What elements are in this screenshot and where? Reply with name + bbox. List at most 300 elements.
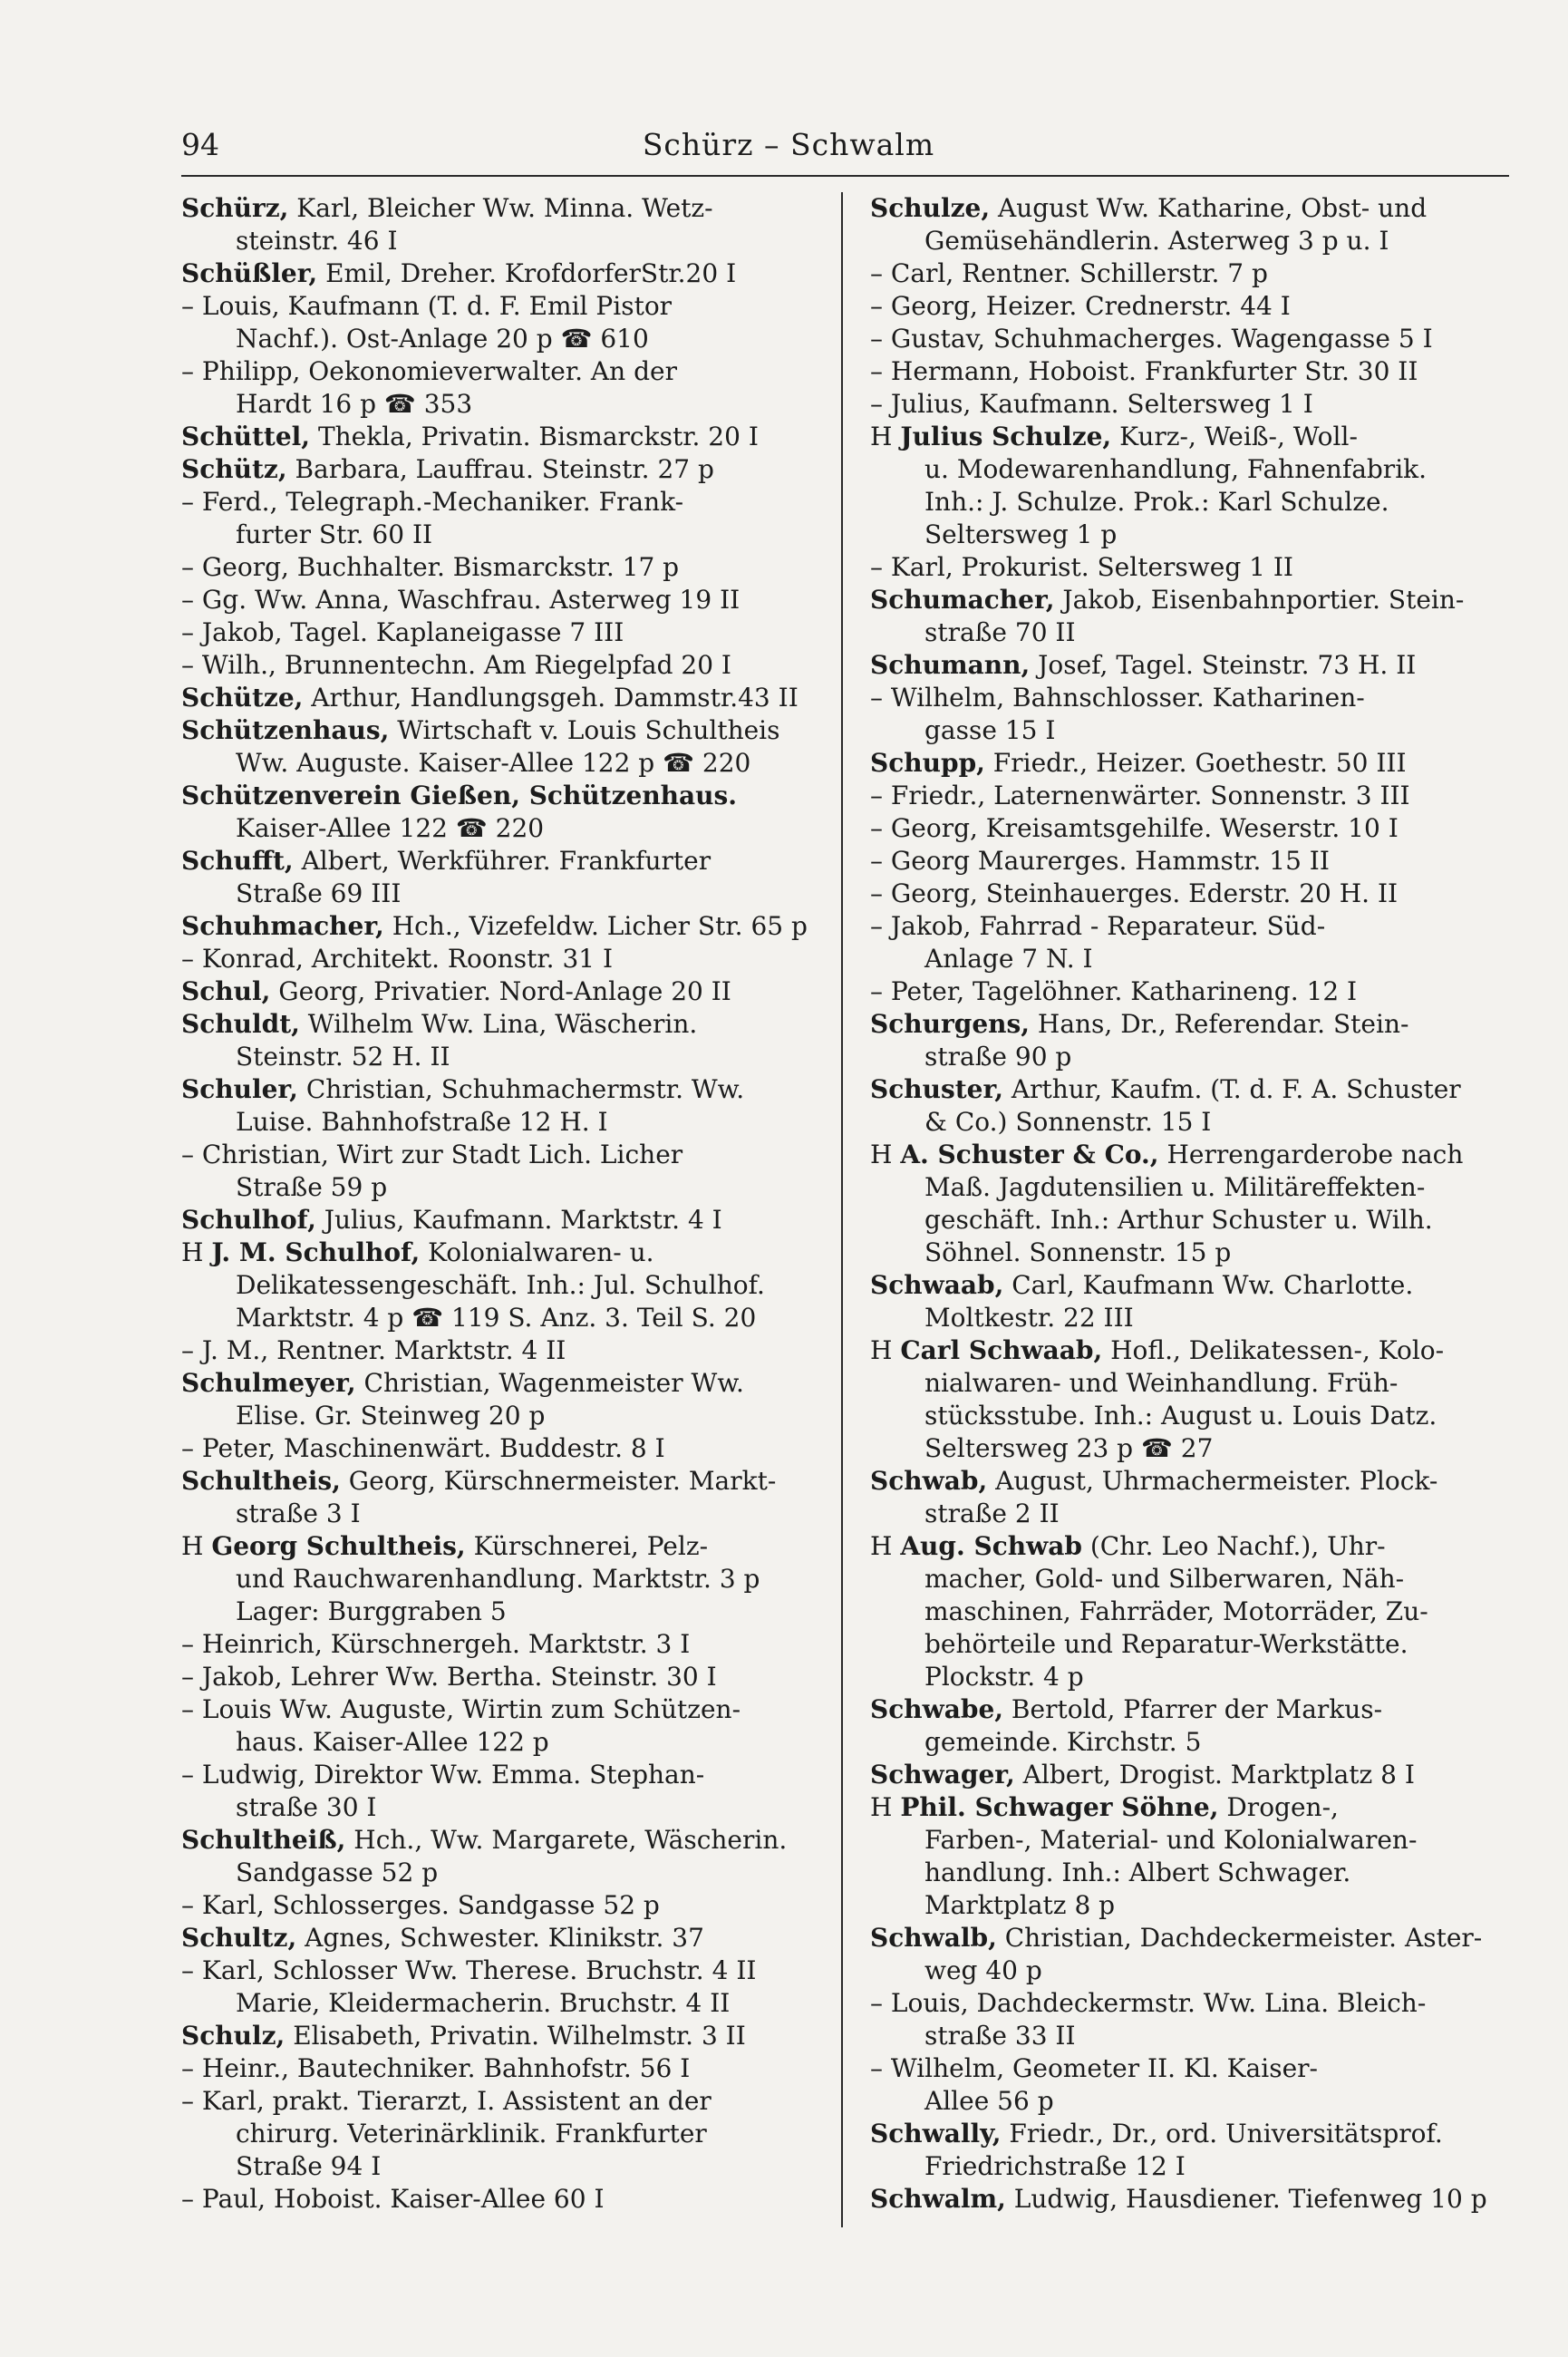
surname: Schurgens, [870,1009,1030,1039]
entry-text: straße 2 II [924,1499,1060,1528]
entry-line [870,975,1505,1008]
surname: Schwally, [870,2119,1002,2148]
entry-text: Carl, Rentner. Schillerstr. 7 p [890,258,1268,288]
directory-entry [181,192,816,257]
entry-line [181,1008,816,1041]
entry-line [870,1171,1505,1204]
entry-text: u. Modewarenhandlung, Fahnenfabrik. [924,454,1428,484]
entry-text: Arthur, Handlungsgeh. Dammstr.43 II [311,683,799,713]
entry-text: Louis, Dachdeckermstr. Ww. Lina. Bleich- [890,1988,1427,2018]
entry-text: Maß. Jagdutensilien u. Militäreffekten- [924,1172,1426,1202]
repeat-dash: – [181,1629,194,1659]
directory-entry [181,1237,816,1334]
entry-text: Inh.: J. Schulze. Prok.: Karl Schulze. [924,487,1389,517]
entry-text: Seltersweg 1 p [924,519,1118,549]
directory-entry [870,1922,1505,1987]
entry-line [181,975,816,1008]
entry-line [870,1237,1505,1269]
entry-line [181,1367,816,1400]
repeat-dash: – [181,1140,194,1169]
directory-entry [181,910,816,943]
surname: Schultheiß, [181,1825,346,1855]
directory-entry [181,943,816,975]
entry-line [181,1889,816,1922]
entry-line [870,1302,1505,1334]
entry-text: Gustav, Schuhmacherges. Wagengasse 5 I [890,324,1433,354]
entry-line [181,1693,816,1726]
entry-line [870,1628,1505,1661]
entry-text: Philipp, Oekonomieverwalter. An der [201,356,677,386]
directory-entry [870,1008,1505,1073]
directory-entry [870,747,1505,780]
surname: Schwager, [870,1760,1015,1790]
repeat-dash: – [181,2184,194,2214]
directory-entry [181,1661,816,1693]
directory-entry [181,1367,816,1432]
entry-line [181,584,816,616]
entry-text: Farben-, Material- und Kolonialwaren- [924,1825,1418,1855]
entry-line [181,1596,816,1628]
entry-line [870,1269,1505,1302]
entry-text: Georg, Kreisamtsgehilfe. Weserstr. 10 I [890,813,1399,843]
entry-line [181,910,816,943]
entry-text: Wirtschaft v. Louis Schultheis [397,715,780,745]
entry-text: Steinstr. 52 H. II [236,1042,450,1072]
surname: Schwabe, [870,1694,1004,1724]
entry-line [870,2183,1505,2216]
directory-entry [181,257,816,290]
entry-line [870,323,1505,355]
directory-entry [870,1530,1505,1693]
entry-text: August, Uhrmachermeister. Plock- [995,1466,1438,1496]
surname: Schultz, [181,1923,297,1953]
entry-line [870,1008,1505,1041]
directory-entry [870,682,1505,747]
entry-line [181,1139,816,1171]
directory-entry [870,2118,1505,2183]
entry-line [870,1563,1505,1596]
firm-name: Georg Schultheis, [211,1531,466,1561]
directory-entry [181,649,816,682]
entry-line [870,2085,1505,2118]
entry-text: Seltersweg 23 p ☎ 27 [924,1433,1214,1463]
directory-entry [870,355,1505,388]
entry-line [870,1465,1505,1498]
firm-name: Aug. Schwab [900,1531,1082,1561]
entry-line [181,714,816,747]
directory-entry [181,1759,816,1824]
entry-line [870,1759,1505,1791]
entry-line [870,257,1505,290]
entry-text: Louis, Kaufmann (T. d. F. Emil Pistor [201,291,673,321]
directory-entry [181,2183,816,2216]
entry-line [870,355,1505,388]
surname: Schütze, [181,683,304,713]
firm-marker: H [870,1531,893,1561]
entry-line [181,290,816,323]
entry-line [181,747,816,780]
entry-line [870,616,1505,649]
entry-text: Albert, Drogist. Marktplatz 8 I [1022,1760,1415,1790]
entry-text: steinstr. 46 I [236,226,398,256]
entry-text: Christian, Wirt zur Stadt Lich. Licher [201,1140,683,1169]
directory-entry [181,1432,816,1465]
entry-line [870,1726,1505,1759]
firm-name: Carl Schwaab, [900,1335,1103,1365]
firm-marker: H [870,1140,893,1169]
directory-entry [870,257,1505,290]
entry-line [181,1106,816,1139]
entry-text: Christian, Schuhmachermstr. Ww. [305,1074,745,1104]
firm-marker: H [870,1335,893,1365]
surname: Schulmeyer, [181,1368,356,1398]
entry-line [181,192,816,225]
entry-text: Marktstr. 4 p ☎ 119 S. Anz. 3. Teil S. 20 [236,1303,757,1333]
entry-text: furter Str. 60 II [236,519,433,549]
directory-entry [181,1465,816,1530]
entry-text: gasse 15 I [924,715,1056,745]
entry-text: Georg, Steinhauerges. Ederstr. 20 H. II [890,878,1399,908]
surname: Schützenverein Gießen, Schützenhaus. [181,781,738,810]
repeat-dash: – [870,813,883,843]
directory-entry [870,2052,1505,2118]
surname: Schupp, [870,748,985,778]
entry-text: Julius, Kaufmann. Seltersweg 1 I [890,389,1313,419]
entry-text: Kaiser-Allee 122 ☎ 220 [236,813,545,843]
entry-line [870,812,1505,845]
surname: Schwalb, [870,1923,997,1953]
entry-line [870,2150,1505,2183]
entry-line [870,421,1505,453]
entry-text: Friedrichstraße 12 I [924,2151,1186,2181]
entry-line [181,225,816,257]
entry-line [870,519,1505,551]
directory-entry [181,1693,816,1759]
entry-line [181,649,816,682]
surname: Schumacher, [870,585,1055,615]
entry-text: (Chr. Leo Nachf.), Uhr- [1089,1531,1386,1561]
surname: Schürz, [181,193,289,223]
entry-line [181,1073,816,1106]
directory-entry [181,1139,816,1204]
firm-name: A. Schuster & Co., [900,1140,1159,1169]
repeat-dash: – [181,2053,194,2083]
entry-line [181,421,816,453]
surname: Schul, [181,976,271,1006]
entry-text: Georg, Privatier. Nord-Anlage 20 II [278,976,731,1006]
entry-text: gemeinde. Kirchstr. 5 [924,1727,1202,1757]
entry-text: Luise. Bahnhofstraße 12 H. I [236,1107,608,1137]
entry-line [870,225,1505,257]
entry-line [870,1596,1505,1628]
entry-text: straße 70 II [924,617,1076,647]
surname: Schütz, [181,454,287,484]
entry-text: Albert, Werkführer. Frankfurter [301,846,711,876]
entry-line [181,257,816,290]
surname: Schuster, [870,1074,1003,1104]
firm-marker: H [181,1237,204,1267]
entry-text: Wilhelm Ww. Lina, Wäscherin. [307,1009,698,1039]
entry-line [181,1204,816,1237]
repeat-dash: – [181,1760,194,1790]
entry-line [870,453,1505,486]
entry-line [181,1759,816,1791]
entry-line [870,1432,1505,1465]
firm-marker: H [870,1792,893,1822]
entry-line [181,1857,816,1889]
entry-line [181,2183,816,2216]
entry-text: Straße 59 p [236,1172,388,1202]
entry-text: und Rauchwarenhandlung. Marktstr. 3 p [236,1564,760,1594]
entry-line [181,486,816,519]
entry-text: Marktplatz 8 p [924,1890,1116,1920]
entry-text: Karl, Schlosserges. Sandgasse 52 p [201,1890,660,1920]
entry-line [181,2020,816,2052]
entry-line [870,2052,1505,2085]
entry-text: Kürschnerei, Pelz- [473,1531,709,1561]
directory-entry [181,975,816,1008]
directory-entry [870,2183,1505,2216]
entry-line [870,1204,1505,1237]
surname: Schwab, [870,1466,988,1496]
entry-line [181,355,816,388]
entry-line [870,943,1505,975]
directory-entry [870,878,1505,910]
entry-line [181,2052,816,2085]
directory-entry [181,551,816,584]
entry-text: Thekla, Privatin. Bismarckstr. 20 I [317,422,759,451]
entry-text: Friedr., Laternenwärter. Sonnenstr. 3 III [890,781,1410,810]
directory-entry [181,584,816,616]
entry-line [181,2085,816,2118]
entry-text: Elisabeth, Privatin. Wilhelmstr. 3 II [293,2021,746,2051]
directory-entry [870,1073,1505,1139]
firm-name: Julius Schulze, [900,422,1112,451]
entry-text: Georg Maurerges. Hammstr. 15 II [890,846,1330,876]
entry-line [870,1922,1505,1954]
entry-line [870,290,1505,323]
entry-line [181,1628,816,1661]
entry-text: Herrengarderobe nach [1166,1140,1464,1169]
entry-text: Paul, Hoboist. Kaiser-Allee 60 I [201,2184,605,2214]
entry-line [181,682,816,714]
surname: Schwalm, [870,2184,1006,2214]
entry-text: Drogen-, [1226,1792,1339,1822]
entry-text: Gg. Ww. Anna, Waschfrau. Asterweg 19 II [201,585,740,615]
repeat-dash: – [870,258,883,288]
entry-line [181,616,816,649]
repeat-dash: – [870,389,883,419]
repeat-dash: – [181,487,194,517]
entry-line [181,943,816,975]
directory-entry [870,1987,1505,2052]
entry-line [181,845,816,878]
entry-text: Kolonialwaren- u. [428,1237,654,1267]
directory-entry [181,1628,816,1661]
entry-line [181,1922,816,1954]
directory-entry [181,453,816,486]
repeat-dash: – [870,911,883,941]
entry-line [870,780,1505,812]
directory-entry [181,1008,816,1073]
directory-entry [181,1530,816,1628]
directory-entry [181,1922,816,1954]
entry-text: straße 90 p [924,1042,1072,1072]
entry-line [870,1400,1505,1432]
directory-entry [870,551,1505,584]
entry-line [870,1367,1505,1400]
entry-line [181,1498,816,1530]
entry-text: Sandgasse 52 p [236,1857,439,1887]
entry-line [870,1106,1505,1139]
entry-line [870,747,1505,780]
entry-text: Georg, Buchhalter. Bismarckstr. 17 p [201,552,680,582]
entry-text: Friedr., Dr., ord. Universitätsprof. [1009,2119,1443,2148]
directory-entry [870,1334,1505,1465]
entry-text: Gemüsehändlerin. Asterweg 3 p u. I [924,226,1389,256]
entry-text: behörteile und Reparatur-Werkstätte. [924,1629,1408,1659]
left-column [181,192,816,2216]
entry-text: Jakob, Tagel. Kaplaneigasse 7 III [201,617,624,647]
entry-text: geschäft. Inh.: Arthur Schuster u. Wilh. [924,1205,1433,1235]
entry-line [870,649,1505,682]
entry-text: Karl, prakt. Tierarzt, I. Assistent an der [201,2086,711,2116]
entry-text: Ferd., Telegraph.-Mechaniker. Frank- [201,487,684,517]
repeat-dash: – [870,846,883,876]
directory-entry [870,1759,1505,1791]
right-column [870,192,1505,2216]
directory-entry [181,2052,816,2085]
surname: Schulze, [870,193,991,223]
entry-text: Friedr., Heizer. Goethestr. 50 III [992,748,1407,778]
entry-line [181,1400,816,1432]
entry-line [181,1661,816,1693]
entry-line [181,1954,816,1987]
directory-entry [870,1269,1505,1334]
entry-text: Wilh., Brunnentechn. Am Riegelpfad 20 I [201,650,731,680]
entry-text: haus. Kaiser-Allee 122 p [236,1727,549,1757]
entry-text: nialwaren- und Weinhandlung. Früh- [924,1368,1399,1398]
entry-text: Hch., Ww. Margarete, Wäscherin. [353,1825,788,1855]
repeat-dash: – [870,324,883,354]
repeat-dash: – [870,1988,883,2018]
entry-text: weg 40 p [924,1955,1042,1985]
entry-text: Marie, Kleidermacherin. Bruchstr. 4 II [236,1988,731,2018]
entry-text: & Co.) Sonnenstr. 15 I [924,1107,1212,1137]
surname: Schwaab, [870,1270,1004,1300]
entry-line [870,1824,1505,1857]
entry-text: Jakob, Fahrrad - Reparateur. Süd- [890,911,1326,941]
repeat-dash: – [181,291,194,321]
surname: Schufft, [181,846,294,876]
entry-text: straße 33 II [924,2021,1076,2051]
directory-entry [181,290,816,355]
entry-line [870,714,1505,747]
entry-line [181,323,816,355]
directory-entry [870,290,1505,323]
entry-text: macher, Gold- und Silberwaren, Näh- [924,1564,1405,1594]
page-number: 94 [181,127,219,162]
entry-line [870,1073,1505,1106]
directory-entry [870,845,1505,878]
entry-line [181,1432,816,1465]
directory-entry [181,616,816,649]
surname: Schützenhaus, [181,715,390,745]
directory-entry [870,1139,1505,1269]
entry-line [870,2118,1505,2150]
directory-entry [181,1204,816,1237]
repeat-dash: – [181,1955,194,1985]
entry-line [870,1661,1505,1693]
repeat-dash: – [870,976,883,1006]
entry-text: Karl, Schlosser Ww. Therese. Bruchstr. 4 II [201,1955,757,1985]
repeat-dash: – [870,291,883,321]
entry-text: Christian, Wagenmeister Ww. [363,1368,744,1398]
directory-entry [870,323,1505,355]
entry-text: chirurg. Veterinärklinik. Frankfurter [236,2119,707,2148]
entry-text: Ludwig, Direktor Ww. Emma. Stephan- [201,1760,705,1790]
entry-text: Kurz-, Weiß-, Woll- [1119,422,1358,451]
directory-entry [870,1791,1505,1922]
entry-line [870,1139,1505,1171]
directory-entry [870,192,1505,257]
entry-line [181,1465,816,1498]
entry-line [181,1302,816,1334]
entry-line [870,910,1505,943]
repeat-dash: – [181,1433,194,1463]
entry-text: Delikatessengeschäft. Inh.: Jul. Schulhof. [236,1270,765,1300]
entry-line [181,780,816,812]
directory-entry [181,2085,816,2183]
entry-line [181,878,816,910]
directory-entry [181,714,816,780]
entry-line [870,2020,1505,2052]
repeat-dash: – [181,2086,194,2116]
entry-line [870,584,1505,616]
repeat-dash: – [870,781,883,810]
entry-text: Hardt 16 p ☎ 353 [236,389,473,419]
directory-entry [181,1954,816,2020]
entry-text: Nachf.). Ost-Anlage 20 p ☎ 610 [236,324,649,354]
entry-line [181,2118,816,2150]
directory-entry [870,584,1505,649]
directory-entry [181,2020,816,2052]
entry-text: Straße 69 III [236,878,402,908]
directory-entry [181,1889,816,1922]
surname: Schuler, [181,1074,298,1104]
entry-text: Bertold, Pfarrer der Markus- [1011,1694,1383,1724]
entry-line [870,192,1505,225]
entry-line [870,551,1505,584]
directory-entry [181,355,816,421]
entry-text: Wilhelm, Geometer II. Kl. Kaiser- [890,2053,1318,2083]
entry-text: Lager: Burggraben 5 [236,1596,507,1626]
firm-marker: H [181,1531,204,1561]
entry-text: Heinrich, Kürschnergeh. Marktstr. 3 I [201,1629,691,1659]
entry-line [870,1334,1505,1367]
firm-name: J. M. Schulhof, [211,1237,421,1267]
header-rule [181,175,1509,177]
page-header [181,127,1396,172]
entry-text: Carl, Kaufmann Ww. Charlotte. [1011,1270,1414,1300]
repeat-dash: – [870,2053,883,2083]
entry-text: Arthur, Kaufm. (T. d. F. A. Schuster [1011,1074,1461,1104]
entry-text: Wilhelm, Bahnschlosser. Katharinen- [890,683,1365,713]
directory-entry [870,812,1505,845]
repeat-dash: – [181,650,194,680]
entry-line [870,1987,1505,2020]
entry-line [181,551,816,584]
